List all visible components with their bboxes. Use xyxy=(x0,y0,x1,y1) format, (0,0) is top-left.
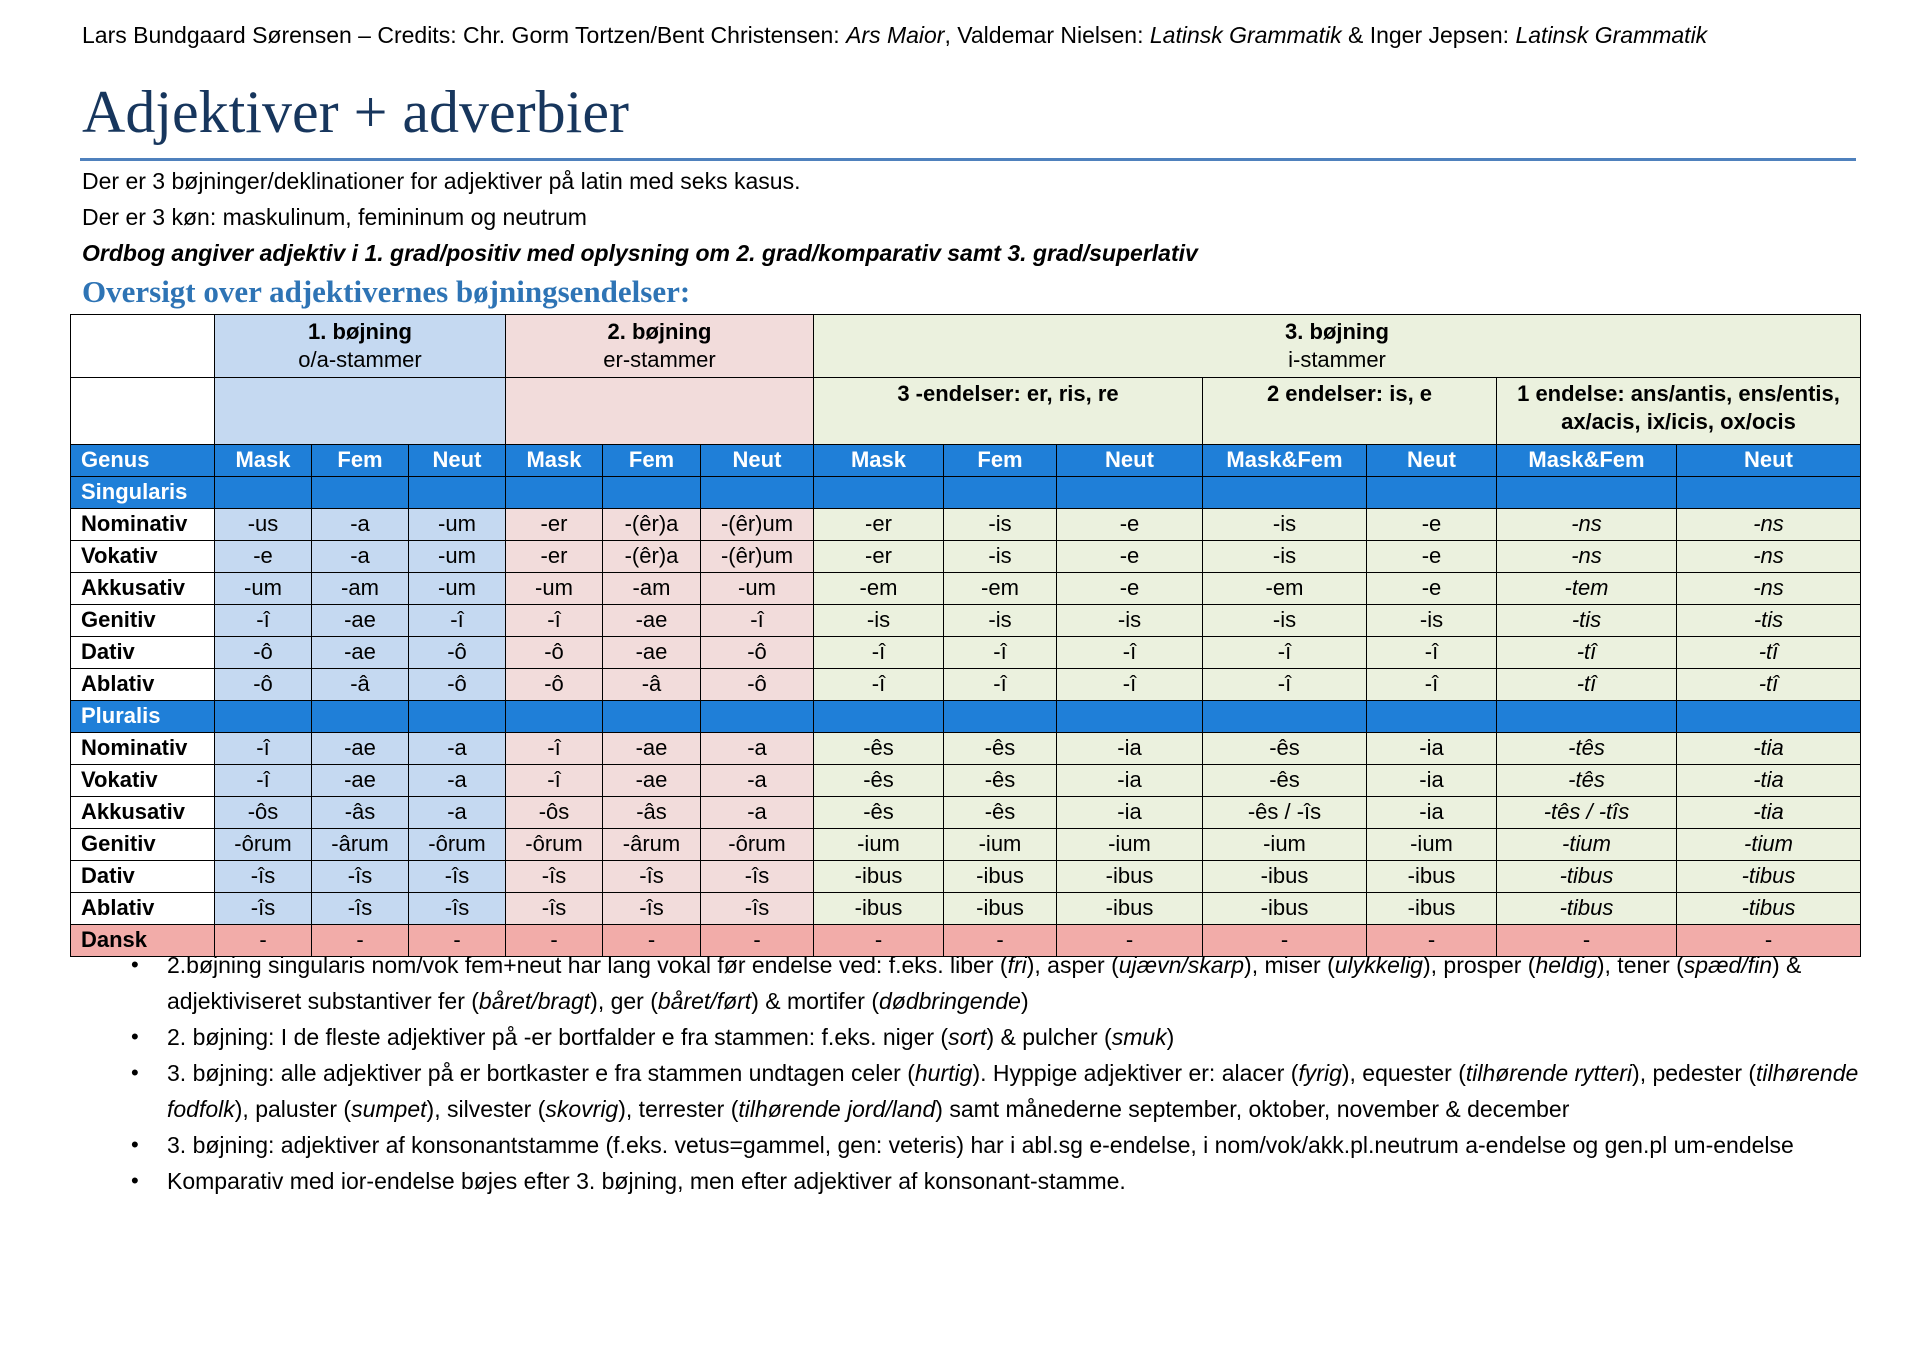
ending-cell: -îs xyxy=(312,893,409,925)
ending-cell: -î xyxy=(1057,637,1203,669)
ending-cell: -a xyxy=(312,541,409,573)
ending-cell: -î xyxy=(944,669,1057,701)
ending-cell: -is xyxy=(944,509,1057,541)
ending-cell: -ibus xyxy=(1057,861,1203,893)
ending-cell: -um xyxy=(409,541,506,573)
ending-cell: -î xyxy=(1203,637,1367,669)
case-label: Vokativ xyxy=(71,765,215,797)
subgroup-1-ending xyxy=(1497,378,1861,445)
ending-cell: -î xyxy=(506,605,603,637)
ending-cell: -ôs xyxy=(506,797,603,829)
ending-cell: -î xyxy=(409,605,506,637)
group-1-sub: o/a-stammer xyxy=(298,347,422,372)
ending-cell: -tî xyxy=(1497,637,1677,669)
ending-cell: -ae xyxy=(603,765,701,797)
title-underline xyxy=(80,158,1856,161)
intro-line-3: Ordbog angiver adjektiv i 1. grad/positiv med oplysning om 2. grad/komparativ samt 3. grad/superlativ xyxy=(82,240,1198,266)
pluralis-cell xyxy=(814,701,944,733)
singularis-cell xyxy=(814,477,944,509)
ending-cell: -a xyxy=(701,765,814,797)
ending-cell: -ia xyxy=(1367,765,1497,797)
singularis-cell xyxy=(1203,477,1367,509)
credits-book-latinsk-1: Latinsk Grammatik xyxy=(1149,22,1342,48)
genus-col-3: Neut xyxy=(409,445,506,477)
singularis-row-nominativ xyxy=(71,509,1861,541)
case-label: Dativ xyxy=(71,861,215,893)
ending-cell: -â xyxy=(603,669,701,701)
ending-cell: -(êr)a xyxy=(603,509,701,541)
group-3-header xyxy=(814,315,1861,378)
subgroup-1-ending-line-2: ax/acis, ix/icis, ox/ocis xyxy=(1561,409,1796,435)
credits-book-latinsk-2: Latinsk Grammatik xyxy=(1515,22,1708,48)
genus-col-13: Neut xyxy=(1677,445,1861,477)
ending-cell: -ns xyxy=(1677,573,1861,605)
intro-line-2: Der er 3 køn: maskulinum, femininum og neutrum xyxy=(82,204,587,230)
corner-cell xyxy=(71,315,215,378)
ending-cell: -a xyxy=(409,733,506,765)
dansk-cell: - xyxy=(944,925,1057,957)
corner-cell-2 xyxy=(71,378,215,445)
ending-cell: -is xyxy=(944,605,1057,637)
dansk-label: Dansk xyxy=(71,925,215,957)
ending-cell: -tium xyxy=(1497,829,1677,861)
dansk-cell: - xyxy=(814,925,944,957)
ending-cell: -is xyxy=(814,605,944,637)
ending-cell: -ô xyxy=(409,669,506,701)
ending-cell: -tis xyxy=(1677,605,1861,637)
singularis-cell xyxy=(1497,477,1677,509)
ending-cell: -(êr)a xyxy=(603,541,701,573)
ending-cell: -tês xyxy=(1497,765,1677,797)
note-item: • 2. bøjning: I de fleste adjektiver på -er bortfalder e fra stammen: f.eks. niger (sort) & pulcher (smuk) xyxy=(135,1019,1895,1055)
ending-cell: -âs xyxy=(312,797,409,829)
case-label: Nominativ xyxy=(71,733,215,765)
ending-cell: -ns xyxy=(1677,509,1861,541)
ending-cell: -ibus xyxy=(1203,861,1367,893)
ending-cell: -tês / -tîs xyxy=(1497,797,1677,829)
ending-cell: -am xyxy=(603,573,701,605)
ending-cell: -er xyxy=(814,541,944,573)
ending-cell: -er xyxy=(814,509,944,541)
dansk-cell: - xyxy=(506,925,603,957)
ending-cell: -îs xyxy=(506,893,603,925)
pluralis-cell xyxy=(701,701,814,733)
subgroup-3-endings: 3 -endelser: er, ris, re xyxy=(814,378,1203,445)
ending-cell: -tibus xyxy=(1677,893,1861,925)
dansk-cell: - xyxy=(1677,925,1861,957)
ending-cell: -îs xyxy=(409,893,506,925)
ending-cell: -ia xyxy=(1057,733,1203,765)
ending-cell: -em xyxy=(944,573,1057,605)
ending-cell: -ium xyxy=(1367,829,1497,861)
ending-cell: -tî xyxy=(1677,637,1861,669)
singularis-cell xyxy=(312,477,409,509)
group-1-sub-empty xyxy=(215,378,506,445)
singularis-cell xyxy=(1057,477,1203,509)
ending-cell: -ârum xyxy=(603,829,701,861)
ending-cell: -îs xyxy=(603,893,701,925)
group-3-title: 3. bøjning xyxy=(1285,318,1389,344)
case-label: Ablativ xyxy=(71,893,215,925)
ending-cell: -ês xyxy=(814,733,944,765)
singularis-cell xyxy=(603,477,701,509)
ending-cell: -ia xyxy=(1057,797,1203,829)
ending-cell: -ns xyxy=(1497,509,1677,541)
ending-cell: -ô xyxy=(506,637,603,669)
ending-cell: -ôrum xyxy=(701,829,814,861)
ending-cell: -ae xyxy=(312,637,409,669)
ending-cell: -ôs xyxy=(215,797,312,829)
ending-cell: -ibus xyxy=(1203,893,1367,925)
credits-prefix: Lars Bundgaard Sørensen – Credits: Chr. Gorm Tortzen/Bent Christensen: xyxy=(82,22,847,48)
genus-header-row xyxy=(71,445,1861,477)
ending-cell: -â xyxy=(312,669,409,701)
case-label: Akkusativ xyxy=(71,797,215,829)
ending-cell: -am xyxy=(312,573,409,605)
pluralis-row-akkusativ xyxy=(71,797,1861,829)
ending-cell: -um xyxy=(409,573,506,605)
ending-cell: -îs xyxy=(603,861,701,893)
ending-cell: -î xyxy=(506,733,603,765)
ending-cell: -ês xyxy=(1203,765,1367,797)
singularis-cell xyxy=(506,477,603,509)
genus-col-8: Fem xyxy=(944,445,1057,477)
group-1-header xyxy=(215,315,506,378)
ending-cell: -ô xyxy=(506,669,603,701)
ending-cell: -tia xyxy=(1677,765,1861,797)
genus-label: Genus xyxy=(71,445,215,477)
ending-cell: -tibus xyxy=(1497,893,1677,925)
group-1-title: 1. bøjning xyxy=(308,318,412,344)
dansk-cell: - xyxy=(215,925,312,957)
ending-cell: -î xyxy=(1367,669,1497,701)
ending-cell: -ibus xyxy=(1367,893,1497,925)
ending-cell: -ibus xyxy=(814,893,944,925)
credits-line xyxy=(82,22,1707,49)
pluralis-cell xyxy=(1497,701,1677,733)
case-label: Dativ xyxy=(71,637,215,669)
ending-cell: -is xyxy=(1203,605,1367,637)
ending-cell: -ô xyxy=(409,637,506,669)
ending-cell: -ium xyxy=(1203,829,1367,861)
ending-cell: -ium xyxy=(944,829,1057,861)
genus-col-2: Fem xyxy=(312,445,409,477)
ending-cell: -um xyxy=(215,573,312,605)
ending-cell: -ia xyxy=(1057,765,1203,797)
credits-book-ars-maior: Ars Maior xyxy=(846,22,945,48)
group-2-sub: er-stammer xyxy=(603,347,716,372)
ending-cell: -âs xyxy=(603,797,701,829)
case-label: Akkusativ xyxy=(71,573,215,605)
subgroup-2-endings: 2 endelser: is, e xyxy=(1203,378,1497,445)
ending-cell: -î xyxy=(506,765,603,797)
pluralis-cell xyxy=(506,701,603,733)
ending-cell: -ns xyxy=(1497,541,1677,573)
group-2-sub-empty xyxy=(506,378,814,445)
ending-cell: -ês xyxy=(944,733,1057,765)
ending-cell: -tibus xyxy=(1497,861,1677,893)
section-subtitle: Oversigt over adjektivernes bøjningsendelser: xyxy=(82,274,691,309)
genus-col-1: Mask xyxy=(215,445,312,477)
singularis-row-akkusativ xyxy=(71,573,1861,605)
ending-cell: -tî xyxy=(1497,669,1677,701)
ending-cell: -em xyxy=(814,573,944,605)
ending-cell: -is xyxy=(1367,605,1497,637)
ending-cell: -e xyxy=(1057,541,1203,573)
ending-cell: -î xyxy=(215,765,312,797)
ending-cell: -is xyxy=(1057,605,1203,637)
ending-cell: -ês xyxy=(814,797,944,829)
genus-col-5: Fem xyxy=(603,445,701,477)
singularis-cell xyxy=(409,477,506,509)
ending-cell: -(êr)um xyxy=(701,541,814,573)
ending-cell: -î xyxy=(701,605,814,637)
ending-cell: -ô xyxy=(215,669,312,701)
group-2-header xyxy=(506,315,814,378)
ending-cell: -î xyxy=(1367,637,1497,669)
ending-cell: -a xyxy=(312,509,409,541)
note-item: • Komparativ med ior-endelse bøjes efter 3. bøjning, men efter adjektiver af konsonant-stamme. xyxy=(135,1163,1895,1199)
singularis-row-ablativ xyxy=(71,669,1861,701)
dansk-cell: - xyxy=(603,925,701,957)
ending-cell: -î xyxy=(215,733,312,765)
pluralis-cell xyxy=(944,701,1057,733)
dansk-cell: - xyxy=(701,925,814,957)
ending-cell: -e xyxy=(1367,541,1497,573)
ending-cell: -ibus xyxy=(944,893,1057,925)
pluralis-row-ablativ xyxy=(71,893,1861,925)
ending-cell: -ô xyxy=(701,637,814,669)
credits-mid-1: , Valdemar Nielsen: xyxy=(944,22,1150,48)
ending-cell: -ôrum xyxy=(409,829,506,861)
ending-cell: -ibus xyxy=(944,861,1057,893)
ending-cell: -tês xyxy=(1497,733,1677,765)
singularis-row xyxy=(71,477,1861,509)
ending-cell: -î xyxy=(1057,669,1203,701)
subgroup-header-row xyxy=(71,378,1861,445)
ending-cell: -ô xyxy=(701,669,814,701)
ending-cell: -ô xyxy=(215,637,312,669)
ending-cell: -ôrum xyxy=(215,829,312,861)
dansk-cell: - xyxy=(1497,925,1677,957)
genus-col-9: Neut xyxy=(1057,445,1203,477)
ending-cell: -e xyxy=(1367,509,1497,541)
note-item: • 3. bøjning: adjektiver af konsonantstamme (f.eks. vetus=gammel, gen: veteris) har i abl.sg e-endelse, i nom/vok/akk.pl.neutrum a-endelse og gen.pl um-endelse xyxy=(135,1127,1895,1163)
genus-col-4: Mask xyxy=(506,445,603,477)
pluralis-row-vokativ xyxy=(71,765,1861,797)
pluralis-row xyxy=(71,701,1861,733)
ending-cell: -er xyxy=(506,541,603,573)
ending-cell: -ae xyxy=(603,733,701,765)
ending-cell: -a xyxy=(409,765,506,797)
pluralis-cell xyxy=(312,701,409,733)
ending-cell: -er xyxy=(506,509,603,541)
genus-col-11: Neut xyxy=(1367,445,1497,477)
singularis-cell xyxy=(215,477,312,509)
pluralis-cell xyxy=(1677,701,1861,733)
ending-cell: -î xyxy=(944,637,1057,669)
ending-cell: -ae xyxy=(312,733,409,765)
ending-cell: -um xyxy=(701,573,814,605)
ending-cell: -î xyxy=(814,669,944,701)
group-2-title: 2. bøjning xyxy=(607,318,712,344)
ending-cell: -ês xyxy=(814,765,944,797)
note-item: • 2.bøjning singularis nom/vok fem+neut har lang vokal før endelse ved: f.eks. liber (fri), asper (ujævn/skarp), miser (ulykkelig), prosper (heldig), tener (spæd/fin) & adjektiviseret substantiver fer (båret/bragt), ger (båret/ført) & mortifer (dødbringende) xyxy=(135,947,1895,1019)
pluralis-row-nominativ xyxy=(71,733,1861,765)
notes-list xyxy=(135,947,1895,1199)
dansk-cell: - xyxy=(1367,925,1497,957)
dansk-cell: - xyxy=(1057,925,1203,957)
genus-col-6: Neut xyxy=(701,445,814,477)
ending-cell: -a xyxy=(409,797,506,829)
ending-cell: -is xyxy=(1203,509,1367,541)
ending-cell: -us xyxy=(215,509,312,541)
ending-cell: -îs xyxy=(409,861,506,893)
singularis-cell xyxy=(1677,477,1861,509)
ending-cell: -ôrum xyxy=(506,829,603,861)
ending-cell: -e xyxy=(1367,573,1497,605)
group-header-row xyxy=(71,315,1861,378)
ending-cell: -tibus xyxy=(1677,861,1861,893)
ending-cell: -is xyxy=(1203,541,1367,573)
ending-cell: -em xyxy=(1203,573,1367,605)
ending-cell: -ês xyxy=(944,797,1057,829)
case-label: Vokativ xyxy=(71,541,215,573)
pluralis-row-dativ xyxy=(71,861,1861,893)
ending-cell: -tia xyxy=(1677,797,1861,829)
genus-col-7: Mask xyxy=(814,445,944,477)
declension-table xyxy=(70,314,1861,957)
ending-cell: -îs xyxy=(701,861,814,893)
ending-cell: -tia xyxy=(1677,733,1861,765)
pluralis-cell xyxy=(1367,701,1497,733)
ending-cell: -e xyxy=(1057,509,1203,541)
ending-cell: -a xyxy=(701,733,814,765)
ending-cell: -îs xyxy=(215,893,312,925)
ending-cell: -e xyxy=(215,541,312,573)
ending-cell: -tis xyxy=(1497,605,1677,637)
ending-cell: -a xyxy=(701,797,814,829)
ending-cell: -ês xyxy=(944,765,1057,797)
ending-cell: -ibus xyxy=(1057,893,1203,925)
singularis-cell xyxy=(944,477,1057,509)
case-label: Ablativ xyxy=(71,669,215,701)
pluralis-cell xyxy=(1057,701,1203,733)
singularis-row-vokativ xyxy=(71,541,1861,573)
ending-cell: -(êr)um xyxy=(701,509,814,541)
genus-col-12: Mask&Fem xyxy=(1497,445,1677,477)
ending-cell: -tium xyxy=(1677,829,1861,861)
ending-cell: -um xyxy=(409,509,506,541)
dansk-cell: - xyxy=(1203,925,1367,957)
ending-cell: -ia xyxy=(1367,797,1497,829)
ending-cell: -ns xyxy=(1677,541,1861,573)
ending-cell: -ibus xyxy=(1367,861,1497,893)
ending-cell: -ibus xyxy=(814,861,944,893)
group-3-sub: i-stammer xyxy=(1288,347,1386,372)
genus-col-10: Mask&Fem xyxy=(1203,445,1367,477)
ending-cell: -îs xyxy=(506,861,603,893)
case-label: Nominativ xyxy=(71,509,215,541)
ending-cell: -ês / -îs xyxy=(1203,797,1367,829)
ending-cell: -tem xyxy=(1497,573,1677,605)
ending-cell: -îs xyxy=(312,861,409,893)
singularis-cell xyxy=(1367,477,1497,509)
ending-cell: -îs xyxy=(215,861,312,893)
case-label: Genitiv xyxy=(71,829,215,861)
ending-cell: -ae xyxy=(312,765,409,797)
pluralis-row-genitiv xyxy=(71,829,1861,861)
ending-cell: -ârum xyxy=(312,829,409,861)
dansk-cell: - xyxy=(312,925,409,957)
dansk-cell: - xyxy=(409,925,506,957)
singularis-row-genitiv xyxy=(71,605,1861,637)
pluralis-cell xyxy=(1203,701,1367,733)
ending-cell: -tî xyxy=(1677,669,1861,701)
pluralis-cell xyxy=(215,701,312,733)
ending-cell: -is xyxy=(944,541,1057,573)
subgroup-1-ending-line-1: 1 endelse: ans/antis, ens/entis, xyxy=(1517,381,1840,406)
ending-cell: -î xyxy=(814,637,944,669)
note-item: • 3. bøjning: alle adjektiver på er bortkaster e fra stammen undtagen celer (hurtig). Hyppige adjektiver er: alacer (fyrig), equester (tilhørende rytteri), pedester (tilhørende fodfolk), paluster (sumpet), silvester (skovrig), terrester (tilhørende jord/land) samt månederne september, oktober, november & december xyxy=(135,1055,1895,1127)
intro-line-1: Der er 3 bøjninger/deklinationer for adjektiver på latin med seks kasus. xyxy=(82,168,801,194)
ending-cell: -ium xyxy=(814,829,944,861)
page-title: Adjektiver + adverbier xyxy=(82,79,629,145)
case-label: Genitiv xyxy=(71,605,215,637)
singularis-label: Singularis xyxy=(71,477,215,509)
singularis-row-dativ xyxy=(71,637,1861,669)
ending-cell: -ês xyxy=(1203,733,1367,765)
pluralis-label: Pluralis xyxy=(71,701,215,733)
ending-cell: -ae xyxy=(603,605,701,637)
ending-cell: -ae xyxy=(603,637,701,669)
singularis-cell xyxy=(701,477,814,509)
ending-cell: -îs xyxy=(701,893,814,925)
pluralis-cell xyxy=(409,701,506,733)
ending-cell: -e xyxy=(1057,573,1203,605)
credits-mid-2: & Inger Jepsen: xyxy=(1341,22,1516,48)
ending-cell: -um xyxy=(506,573,603,605)
ending-cell: -î xyxy=(215,605,312,637)
ending-cell: -ia xyxy=(1367,733,1497,765)
ending-cell: -ae xyxy=(312,605,409,637)
ending-cell: -ium xyxy=(1057,829,1203,861)
ending-cell: -î xyxy=(1203,669,1367,701)
pluralis-cell xyxy=(603,701,701,733)
